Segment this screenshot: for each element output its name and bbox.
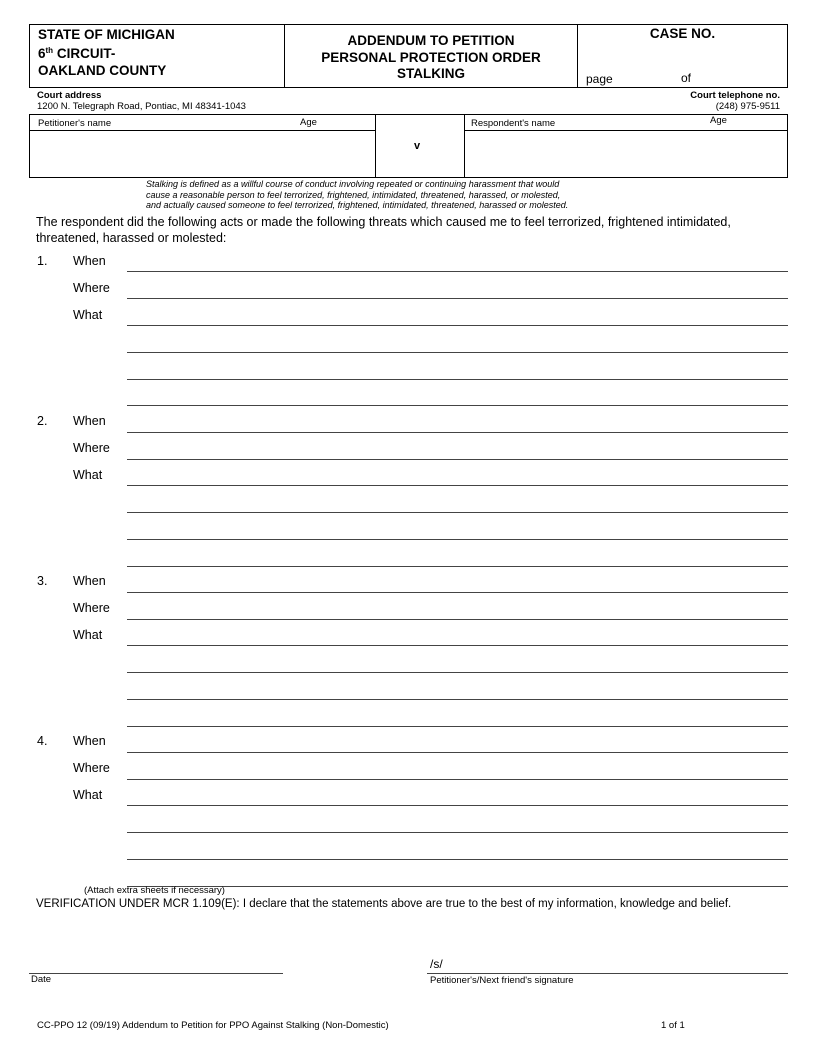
where-label: Where (73, 761, 110, 775)
page-count: 1 of 1 (661, 1020, 685, 1031)
court-county: OAKLAND COUNTY (38, 63, 167, 78)
what-line[interactable] (127, 805, 788, 806)
what-line[interactable] (127, 645, 788, 646)
incident-number: 2. (37, 414, 48, 428)
respondent-header-rule (464, 130, 787, 131)
page-of-label: of (681, 71, 692, 85)
date-line[interactable] (29, 973, 283, 974)
case-number-box[interactable] (577, 24, 788, 88)
what-line[interactable] (127, 832, 788, 833)
respondent-name-label: Respondent's name (471, 118, 556, 129)
versus-label: v (414, 140, 421, 152)
incident-number: 1. (37, 254, 48, 268)
signature-label: Petitioner's/Next friend's signature (430, 975, 574, 986)
where-label: Where (73, 441, 110, 455)
what-line[interactable] (127, 566, 788, 567)
what-line[interactable] (127, 859, 788, 860)
form-identifier: CC-PPO 12 (09/19) Addendum to Petition for PPO Against Stalking (Non-Domestic) (37, 1020, 389, 1031)
what-line[interactable] (127, 379, 788, 380)
parties-box (29, 114, 788, 178)
intro-statement: The respondent did the following acts or made the following threats which caused me to feel terrorized, frightened intimidated, threatened, harassed or molested: (36, 215, 731, 245)
form-title-line3: STALKING (397, 66, 465, 81)
case-number-label: CASE NO. (649, 26, 716, 41)
when-line[interactable] (127, 752, 788, 753)
where-label: Where (73, 601, 110, 615)
page-label: page (586, 72, 613, 86)
where-line[interactable] (127, 619, 788, 620)
where-line[interactable] (127, 459, 788, 460)
respondent-age-label: Age (710, 115, 727, 126)
incident-number: 3. (37, 574, 48, 588)
where-line[interactable] (127, 779, 788, 780)
stalking-definition: Stalking is defined as a willful course of conduct involving repeated or continuing harassment that would cause a reasonable person to feel terrorized, frightened, intimidated, threatened, harassed, or molested, and actually caused someone to feel terrorized, frightened, intimidated, threatened, harassed or molested. (146, 179, 569, 210)
where-line[interactable] (127, 298, 788, 299)
petitioner-age-label: Age (300, 117, 317, 128)
signature-value: /s/ (430, 957, 443, 971)
court-phone-label: Court telephone no. (690, 90, 780, 101)
form-title-box (284, 24, 578, 88)
when-line[interactable] (127, 592, 788, 593)
what-line[interactable] (127, 485, 788, 486)
when-line[interactable] (127, 432, 788, 433)
what-line[interactable] (127, 699, 788, 700)
form-title-line1: ADDENDUM TO PETITION (347, 33, 515, 48)
court-name-box (29, 24, 285, 88)
when-label: When (73, 414, 106, 428)
date-label: Date (31, 974, 52, 985)
court-address: 1200 N. Telegraph Road, Pontiac, MI 48341-1043 (37, 101, 246, 112)
what-line[interactable] (127, 512, 788, 513)
form-title-line2: PERSONAL PROTECTION ORDER (321, 49, 541, 65)
what-label: What (73, 468, 103, 482)
what-line[interactable] (127, 726, 788, 727)
what-label: What (73, 788, 103, 802)
petitioner-header-rule (30, 130, 375, 131)
what-label: What (73, 308, 103, 322)
what-line[interactable] (127, 352, 788, 353)
incident-number: 4. (37, 734, 48, 748)
what-line[interactable] (127, 405, 788, 406)
petitioner-name-field[interactable] (32, 132, 373, 176)
when-line[interactable] (127, 271, 788, 272)
parties-divider-left (375, 115, 376, 177)
signature-line[interactable] (427, 973, 788, 974)
respondent-name-field[interactable] (466, 132, 786, 176)
when-label: When (73, 734, 106, 748)
court-state: STATE OF MICHIGAN (38, 27, 175, 42)
what-label: What (73, 628, 103, 642)
petitioner-name-label: Petitioner's name (38, 118, 112, 129)
attach-sheets-note: (Attach extra sheets if necessary) (84, 885, 225, 896)
where-label: Where (73, 281, 110, 295)
court-address-label: Court address (37, 90, 102, 101)
verification-statement: VERIFICATION UNDER MCR 1.109(E): I declare that the statements above are true to the best of my information, knowledge and belief. (36, 898, 732, 910)
what-line[interactable] (127, 539, 788, 540)
what-line[interactable] (127, 325, 788, 326)
parties-divider-right (464, 115, 465, 177)
when-label: When (73, 574, 106, 588)
what-line[interactable] (127, 672, 788, 673)
court-phone: (248) 975-9511 (715, 101, 780, 112)
when-label: When (73, 254, 106, 268)
court-circuit: 6th CIRCUIT- (38, 46, 116, 61)
what-line[interactable] (127, 886, 788, 887)
